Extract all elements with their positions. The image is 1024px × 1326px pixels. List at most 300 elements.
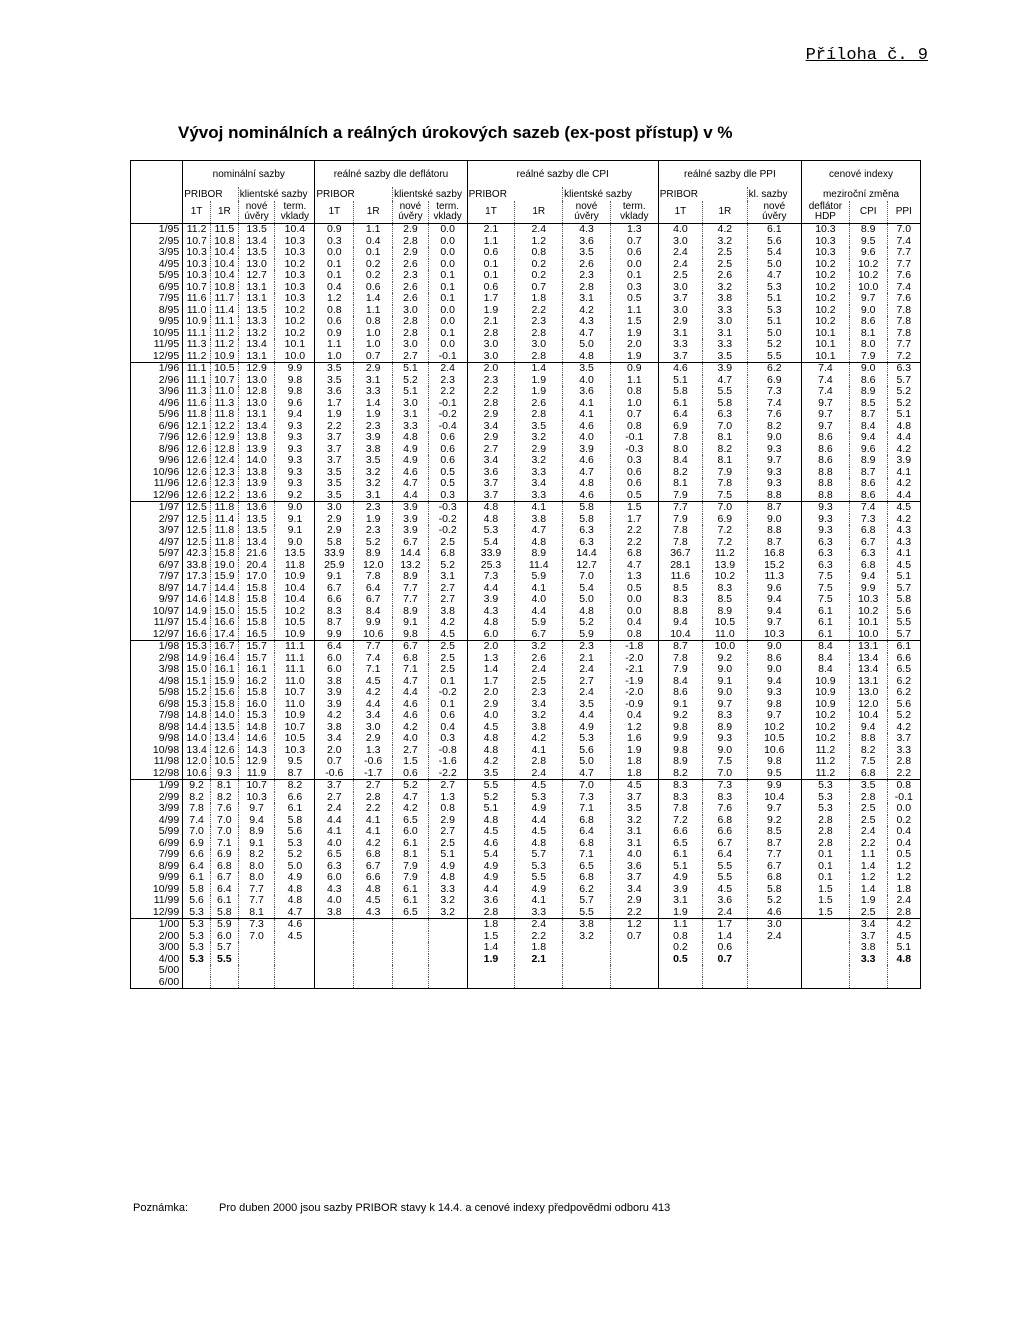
- value-cell: 10.2: [703, 571, 747, 583]
- value-cell: 16.5: [238, 629, 275, 641]
- value-cell: 0.9: [610, 363, 658, 375]
- value-cell: 4.6: [393, 710, 429, 722]
- value-cell: 12.3: [210, 478, 238, 490]
- value-cell: 2.8: [467, 328, 515, 340]
- value-cell: 0.8: [610, 421, 658, 433]
- table-row: [131, 432, 921, 444]
- value-cell: 5.3: [183, 942, 211, 954]
- value-cell: 9.8: [393, 629, 429, 641]
- value-cell: 3.1: [428, 571, 467, 583]
- value-cell: 3.3: [515, 467, 563, 479]
- table-row: [131, 386, 921, 398]
- value-cell: 15.3: [183, 699, 211, 711]
- value-cell: 17.3: [183, 571, 211, 583]
- value-cell: 7.5: [802, 571, 850, 583]
- value-cell: 2.4: [887, 895, 920, 907]
- value-cell: 2.4: [515, 224, 563, 236]
- period-cell: 2/95: [158, 235, 180, 247]
- value-cell: 10.4: [747, 792, 801, 804]
- col-nove-uvery: nové úvěry: [238, 201, 275, 224]
- value-cell: 9.6: [275, 398, 315, 410]
- value-cell: 2.3: [354, 525, 393, 537]
- value-cell: 3.2: [703, 236, 747, 248]
- value-cell: 5.2: [393, 375, 429, 387]
- value-cell: 4.0: [563, 375, 611, 387]
- value-cell: 0.0: [428, 224, 467, 236]
- table-row: [131, 421, 921, 433]
- value-cell: 1.3: [428, 792, 467, 804]
- value-cell: 8.9: [849, 386, 887, 398]
- value-cell: 10.2: [802, 282, 850, 294]
- value-cell: 3.6: [610, 861, 658, 873]
- value-cell: 4.5: [354, 895, 393, 907]
- value-cell: 15.8: [238, 687, 275, 699]
- value-cell: 3.5: [315, 490, 354, 502]
- value-cell: 3.0: [747, 919, 801, 931]
- value-cell: 1.9: [610, 745, 658, 757]
- value-cell: 6.7: [849, 537, 887, 549]
- value-cell: 3.3: [428, 884, 467, 896]
- value-cell: 13.2: [238, 328, 275, 340]
- table-row: [131, 768, 921, 780]
- value-cell: 9.4: [275, 409, 315, 421]
- value-cell: 6.4: [563, 826, 611, 838]
- value-cell: 4.1: [563, 409, 611, 421]
- value-cell: 12.5: [183, 525, 211, 537]
- period-cell: 7/96: [158, 432, 180, 444]
- value-cell: 5.5: [563, 907, 611, 919]
- value-cell: [315, 954, 354, 966]
- value-cell: 6.4: [315, 641, 354, 653]
- value-cell: 3.5: [703, 351, 747, 363]
- value-cell: 15.3: [183, 641, 211, 653]
- value-cell: 10.3: [849, 594, 887, 606]
- value-cell: 15.3: [238, 710, 275, 722]
- value-cell: 4.8: [275, 884, 315, 896]
- value-cell: 10.8: [210, 236, 238, 248]
- value-cell: 1.4: [354, 398, 393, 410]
- value-cell: 3.8: [515, 722, 563, 734]
- value-cell: 6.8: [703, 815, 747, 827]
- value-cell: 0.6: [703, 942, 747, 954]
- value-cell: 6.1: [393, 884, 429, 896]
- value-cell: 6.3: [563, 525, 611, 537]
- value-cell: 0.4: [354, 236, 393, 248]
- value-cell: 7.1: [210, 838, 238, 850]
- value-cell: 3.9: [703, 363, 747, 375]
- value-cell: 8.5: [658, 583, 702, 595]
- value-cell: 2.8: [393, 328, 429, 340]
- period-cell: 8/96: [158, 443, 180, 455]
- value-cell: 5.2: [747, 339, 801, 351]
- table-row: [131, 444, 921, 456]
- value-cell: 0.7: [515, 282, 563, 294]
- value-cell: 10.1: [849, 617, 887, 629]
- value-cell: 7.4: [802, 386, 850, 398]
- value-cell: 5.6: [747, 236, 801, 248]
- value-cell: 4.6: [563, 455, 611, 467]
- value-cell: 9.3: [747, 467, 801, 479]
- value-cell: 14.0: [183, 733, 211, 745]
- value-cell: 11.2: [183, 224, 211, 236]
- value-cell: 5.5: [887, 617, 920, 629]
- value-cell: 12.3: [210, 467, 238, 479]
- value-cell: 6.6: [183, 849, 211, 861]
- value-cell: 6.4: [210, 884, 238, 896]
- value-cell: 4.6: [467, 838, 515, 850]
- value-cell: 3.6: [703, 895, 747, 907]
- value-cell: 6.3: [563, 537, 611, 549]
- value-cell: 6.1: [802, 606, 850, 618]
- table-row: [131, 954, 921, 966]
- value-cell: 11.2: [802, 756, 850, 768]
- value-cell: 2.8: [467, 907, 515, 919]
- value-cell: 33.9: [315, 548, 354, 560]
- value-cell: [393, 942, 429, 954]
- value-cell: [802, 965, 850, 977]
- value-cell: 13.0: [849, 687, 887, 699]
- value-cell: 4.5: [515, 780, 563, 792]
- value-cell: 4.5: [354, 676, 393, 688]
- value-cell: 2.9: [354, 733, 393, 745]
- value-cell: 8.4: [802, 641, 850, 653]
- value-cell: [428, 977, 467, 989]
- value-cell: 13.8: [238, 432, 275, 444]
- value-cell: [703, 965, 747, 977]
- value-cell: 12.8: [210, 444, 238, 456]
- value-cell: 0.1: [802, 872, 850, 884]
- value-cell: 9.6: [849, 444, 887, 456]
- value-cell: 3.2: [428, 907, 467, 919]
- value-cell: 7.4: [183, 815, 211, 827]
- value-cell: 1.8: [515, 942, 563, 954]
- value-cell: 6.0: [393, 826, 429, 838]
- value-cell: 10.9: [275, 629, 315, 641]
- value-cell: 1.9: [610, 328, 658, 340]
- value-cell: 11.2: [703, 548, 747, 560]
- value-cell: 1.3: [610, 571, 658, 583]
- value-cell: 7.4: [747, 398, 801, 410]
- value-cell: 10.6: [183, 768, 211, 780]
- value-cell: 6.0: [467, 629, 515, 641]
- value-cell: 1.7: [467, 676, 515, 688]
- value-cell: 11.2: [802, 768, 850, 780]
- value-cell: 13.5: [210, 722, 238, 734]
- value-cell: 6.7: [210, 872, 238, 884]
- value-cell: 9.3: [275, 455, 315, 467]
- value-cell: [467, 965, 515, 977]
- table-row: [131, 722, 921, 734]
- table-row: [131, 270, 921, 282]
- value-cell: 3.4: [610, 884, 658, 896]
- value-cell: 5.3: [802, 780, 850, 792]
- value-cell: 0.8: [515, 247, 563, 259]
- value-cell: 11.8: [275, 560, 315, 572]
- value-cell: 5.5: [703, 861, 747, 873]
- value-cell: 3.9: [563, 444, 611, 456]
- value-cell: 10.1: [802, 339, 850, 351]
- value-cell: 7.8: [658, 525, 702, 537]
- value-cell: 5.8: [315, 537, 354, 549]
- value-cell: 10.3: [802, 236, 850, 248]
- value-cell: 2.5: [849, 815, 887, 827]
- period-cell: 6/99: [158, 837, 180, 849]
- value-cell: 2.8: [802, 815, 850, 827]
- value-cell: 8.4: [354, 606, 393, 618]
- value-cell: 10.7: [183, 282, 211, 294]
- value-cell: 1.6: [610, 733, 658, 745]
- value-cell: 5.3: [747, 305, 801, 317]
- value-cell: 0.1: [610, 270, 658, 282]
- value-cell: 10.7: [238, 780, 275, 792]
- value-cell: [610, 965, 658, 977]
- value-cell: 2.8: [515, 328, 563, 340]
- value-cell: 2.5: [849, 803, 887, 815]
- value-cell: 0.8: [610, 386, 658, 398]
- value-cell: 8.6: [849, 375, 887, 387]
- value-cell: 1.3: [467, 653, 515, 665]
- value-cell: 10.2: [802, 270, 850, 282]
- value-cell: [703, 977, 747, 989]
- value-cell: 2.0: [467, 641, 515, 653]
- value-cell: 1.9: [354, 409, 393, 421]
- value-cell: 4.1: [515, 745, 563, 757]
- table-row: [131, 467, 921, 479]
- period-cell: 12/97: [131, 629, 183, 641]
- value-cell: 2.9: [467, 409, 515, 421]
- value-cell: 2.4: [515, 919, 563, 931]
- value-cell: 4.8: [428, 872, 467, 884]
- value-cell: 5.9: [563, 629, 611, 641]
- value-cell: 5.3: [183, 954, 211, 966]
- period-cell: 9/99: [158, 872, 180, 884]
- col-1t: 1T: [183, 201, 211, 224]
- value-cell: 2.5: [703, 247, 747, 259]
- value-cell: 7.2: [887, 351, 920, 363]
- value-cell: 2.6: [703, 270, 747, 282]
- value-cell: 6.5: [658, 838, 702, 850]
- value-cell: [393, 931, 429, 943]
- value-cell: 10.4: [210, 259, 238, 271]
- value-cell: 14.4: [210, 583, 238, 595]
- value-cell: 5.8: [887, 594, 920, 606]
- period-cell: 1/00: [158, 918, 180, 931]
- value-cell: 13.5: [238, 525, 275, 537]
- value-cell: -0.8: [428, 745, 467, 757]
- value-cell: 5.8: [563, 502, 611, 514]
- value-cell: 12.6: [183, 455, 211, 467]
- value-cell: 7.7: [354, 641, 393, 653]
- value-cell: 15.7: [238, 653, 275, 665]
- value-cell: 6.3: [849, 548, 887, 560]
- value-cell: 8.6: [802, 432, 850, 444]
- value-cell: 0.5: [428, 467, 467, 479]
- value-cell: 7.8: [703, 478, 747, 490]
- value-cell: [802, 919, 850, 931]
- value-cell: 7.0: [703, 502, 747, 514]
- table-row: [131, 872, 921, 884]
- value-cell: 3.5: [315, 467, 354, 479]
- value-cell: 3.3: [703, 305, 747, 317]
- value-cell: 13.1: [849, 676, 887, 688]
- page-title: Vývoj nominálních a reálných úrokových sazeb (ex-post přístup) v %: [178, 123, 733, 142]
- value-cell: 6.3: [802, 560, 850, 572]
- value-cell: 0.6: [428, 710, 467, 722]
- value-cell: 4.2: [354, 838, 393, 850]
- value-cell: 15.8: [238, 583, 275, 595]
- value-cell: 2.8: [393, 236, 429, 248]
- value-cell: 3.8: [703, 293, 747, 305]
- value-cell: 2.6: [393, 259, 429, 271]
- value-cell: 8.7: [658, 641, 702, 653]
- value-cell: 9.7: [703, 699, 747, 711]
- period-cell: 10/95: [152, 327, 180, 339]
- value-cell: 5.2: [747, 895, 801, 907]
- value-cell: 10.2: [275, 328, 315, 340]
- value-cell: 6.8: [610, 548, 658, 560]
- value-cell: 3.8: [315, 907, 354, 919]
- value-cell: [354, 942, 393, 954]
- value-cell: 6.8: [563, 815, 611, 827]
- value-cell: 2.1: [467, 224, 515, 236]
- value-cell: 7.8: [354, 571, 393, 583]
- value-cell: 10.2: [747, 722, 801, 734]
- value-cell: 2.4: [515, 664, 563, 676]
- value-cell: 12.7: [563, 560, 611, 572]
- value-cell: 1.1: [658, 919, 702, 931]
- value-cell: 9.5: [275, 756, 315, 768]
- value-cell: 3.4: [515, 699, 563, 711]
- value-cell: 12.5: [183, 502, 211, 514]
- value-cell: 0.6: [428, 444, 467, 456]
- value-cell: 6.7: [703, 838, 747, 850]
- value-cell: 10.3: [275, 282, 315, 294]
- value-cell: 6.7: [354, 594, 393, 606]
- value-cell: 33.9: [467, 548, 515, 560]
- sub-pribor-cpi: PRIBOR: [467, 187, 563, 201]
- period-cell: 8/95: [158, 304, 180, 316]
- period-cell: 11/99: [153, 895, 180, 907]
- value-cell: 6.5: [393, 815, 429, 827]
- value-cell: 3.7: [467, 478, 515, 490]
- value-cell: 11.3: [183, 386, 211, 398]
- col-1r: 1R: [515, 201, 563, 224]
- value-cell: 13.6: [238, 502, 275, 514]
- value-cell: [238, 954, 275, 966]
- value-cell: 12.9: [238, 363, 275, 375]
- value-cell: 16.8: [747, 548, 801, 560]
- table-row: [131, 293, 921, 305]
- value-cell: 16.1: [210, 664, 238, 676]
- value-cell: [275, 954, 315, 966]
- value-cell: [610, 942, 658, 954]
- value-cell: 8.4: [658, 455, 702, 467]
- value-cell: 9.1: [238, 838, 275, 850]
- table-row: [131, 629, 921, 641]
- value-cell: 16.4: [210, 653, 238, 665]
- value-cell: 3.9: [393, 525, 429, 537]
- value-cell: 8.2: [238, 849, 275, 861]
- value-cell: 5.1: [467, 803, 515, 815]
- value-cell: 13.1: [238, 293, 275, 305]
- value-cell: 0.1: [802, 861, 850, 873]
- value-cell: 0.8: [315, 305, 354, 317]
- value-cell: 3.7: [658, 351, 702, 363]
- value-cell: [210, 965, 238, 977]
- value-cell: 9.8: [275, 375, 315, 387]
- value-cell: 8.6: [849, 316, 887, 328]
- value-cell: 7.9: [849, 351, 887, 363]
- value-cell: 6.9: [183, 838, 211, 850]
- value-cell: [802, 931, 850, 943]
- value-cell: 1.1: [610, 375, 658, 387]
- value-cell: 13.4: [238, 421, 275, 433]
- value-cell: 1.7: [610, 514, 658, 526]
- value-cell: -0.3: [610, 444, 658, 456]
- value-cell: 3.9: [658, 884, 702, 896]
- value-cell: 3.7: [610, 792, 658, 804]
- value-cell: 4.6: [275, 919, 315, 931]
- value-cell: 1.1: [610, 305, 658, 317]
- value-cell: 8.1: [210, 780, 238, 792]
- value-cell: 2.4: [563, 664, 611, 676]
- value-cell: 3.2: [515, 710, 563, 722]
- value-cell: 8.9: [238, 826, 275, 838]
- value-cell: 4.0: [515, 594, 563, 606]
- value-cell: 5.7: [887, 375, 920, 387]
- value-cell: 11.8: [210, 537, 238, 549]
- value-cell: 5.3: [515, 861, 563, 873]
- value-cell: 11.9: [238, 768, 275, 780]
- value-cell: 9.8: [658, 745, 702, 757]
- value-cell: 9.2: [183, 780, 211, 792]
- value-cell: 10.7: [275, 687, 315, 699]
- value-cell: 3.7: [315, 780, 354, 792]
- value-cell: 7.8: [183, 803, 211, 815]
- value-cell: [315, 977, 354, 989]
- value-cell: 10.2: [802, 316, 850, 328]
- value-cell: 3.1: [703, 328, 747, 340]
- value-cell: 15.6: [210, 687, 238, 699]
- value-cell: 2.6: [393, 293, 429, 305]
- value-cell: 3.9: [467, 594, 515, 606]
- footnote-label: Poznámka:: [133, 1202, 189, 1214]
- value-cell: 7.0: [563, 780, 611, 792]
- table-row: [131, 571, 921, 583]
- value-cell: 13.9: [238, 478, 275, 490]
- value-cell: 2.8: [467, 398, 515, 410]
- value-cell: 8.0: [238, 872, 275, 884]
- value-cell: 2.4: [747, 931, 801, 943]
- value-cell: 8.5: [747, 826, 801, 838]
- value-cell: 11.3: [747, 571, 801, 583]
- table-row: [131, 977, 921, 989]
- value-cell: 4.9: [515, 803, 563, 815]
- table-row: [131, 375, 921, 387]
- value-cell: 4.9: [515, 884, 563, 896]
- value-cell: 11.0: [275, 699, 315, 711]
- value-cell: 6.5: [393, 907, 429, 919]
- table-body: [131, 224, 921, 989]
- value-cell: 1.7: [467, 293, 515, 305]
- table-row: [131, 259, 921, 271]
- value-cell: 10.2: [802, 722, 850, 734]
- value-cell: 5.5: [210, 954, 238, 966]
- period-cell: 6/98: [158, 698, 180, 710]
- table-row: [131, 907, 921, 919]
- value-cell: 4.1: [515, 583, 563, 595]
- value-cell: 4.9: [428, 861, 467, 873]
